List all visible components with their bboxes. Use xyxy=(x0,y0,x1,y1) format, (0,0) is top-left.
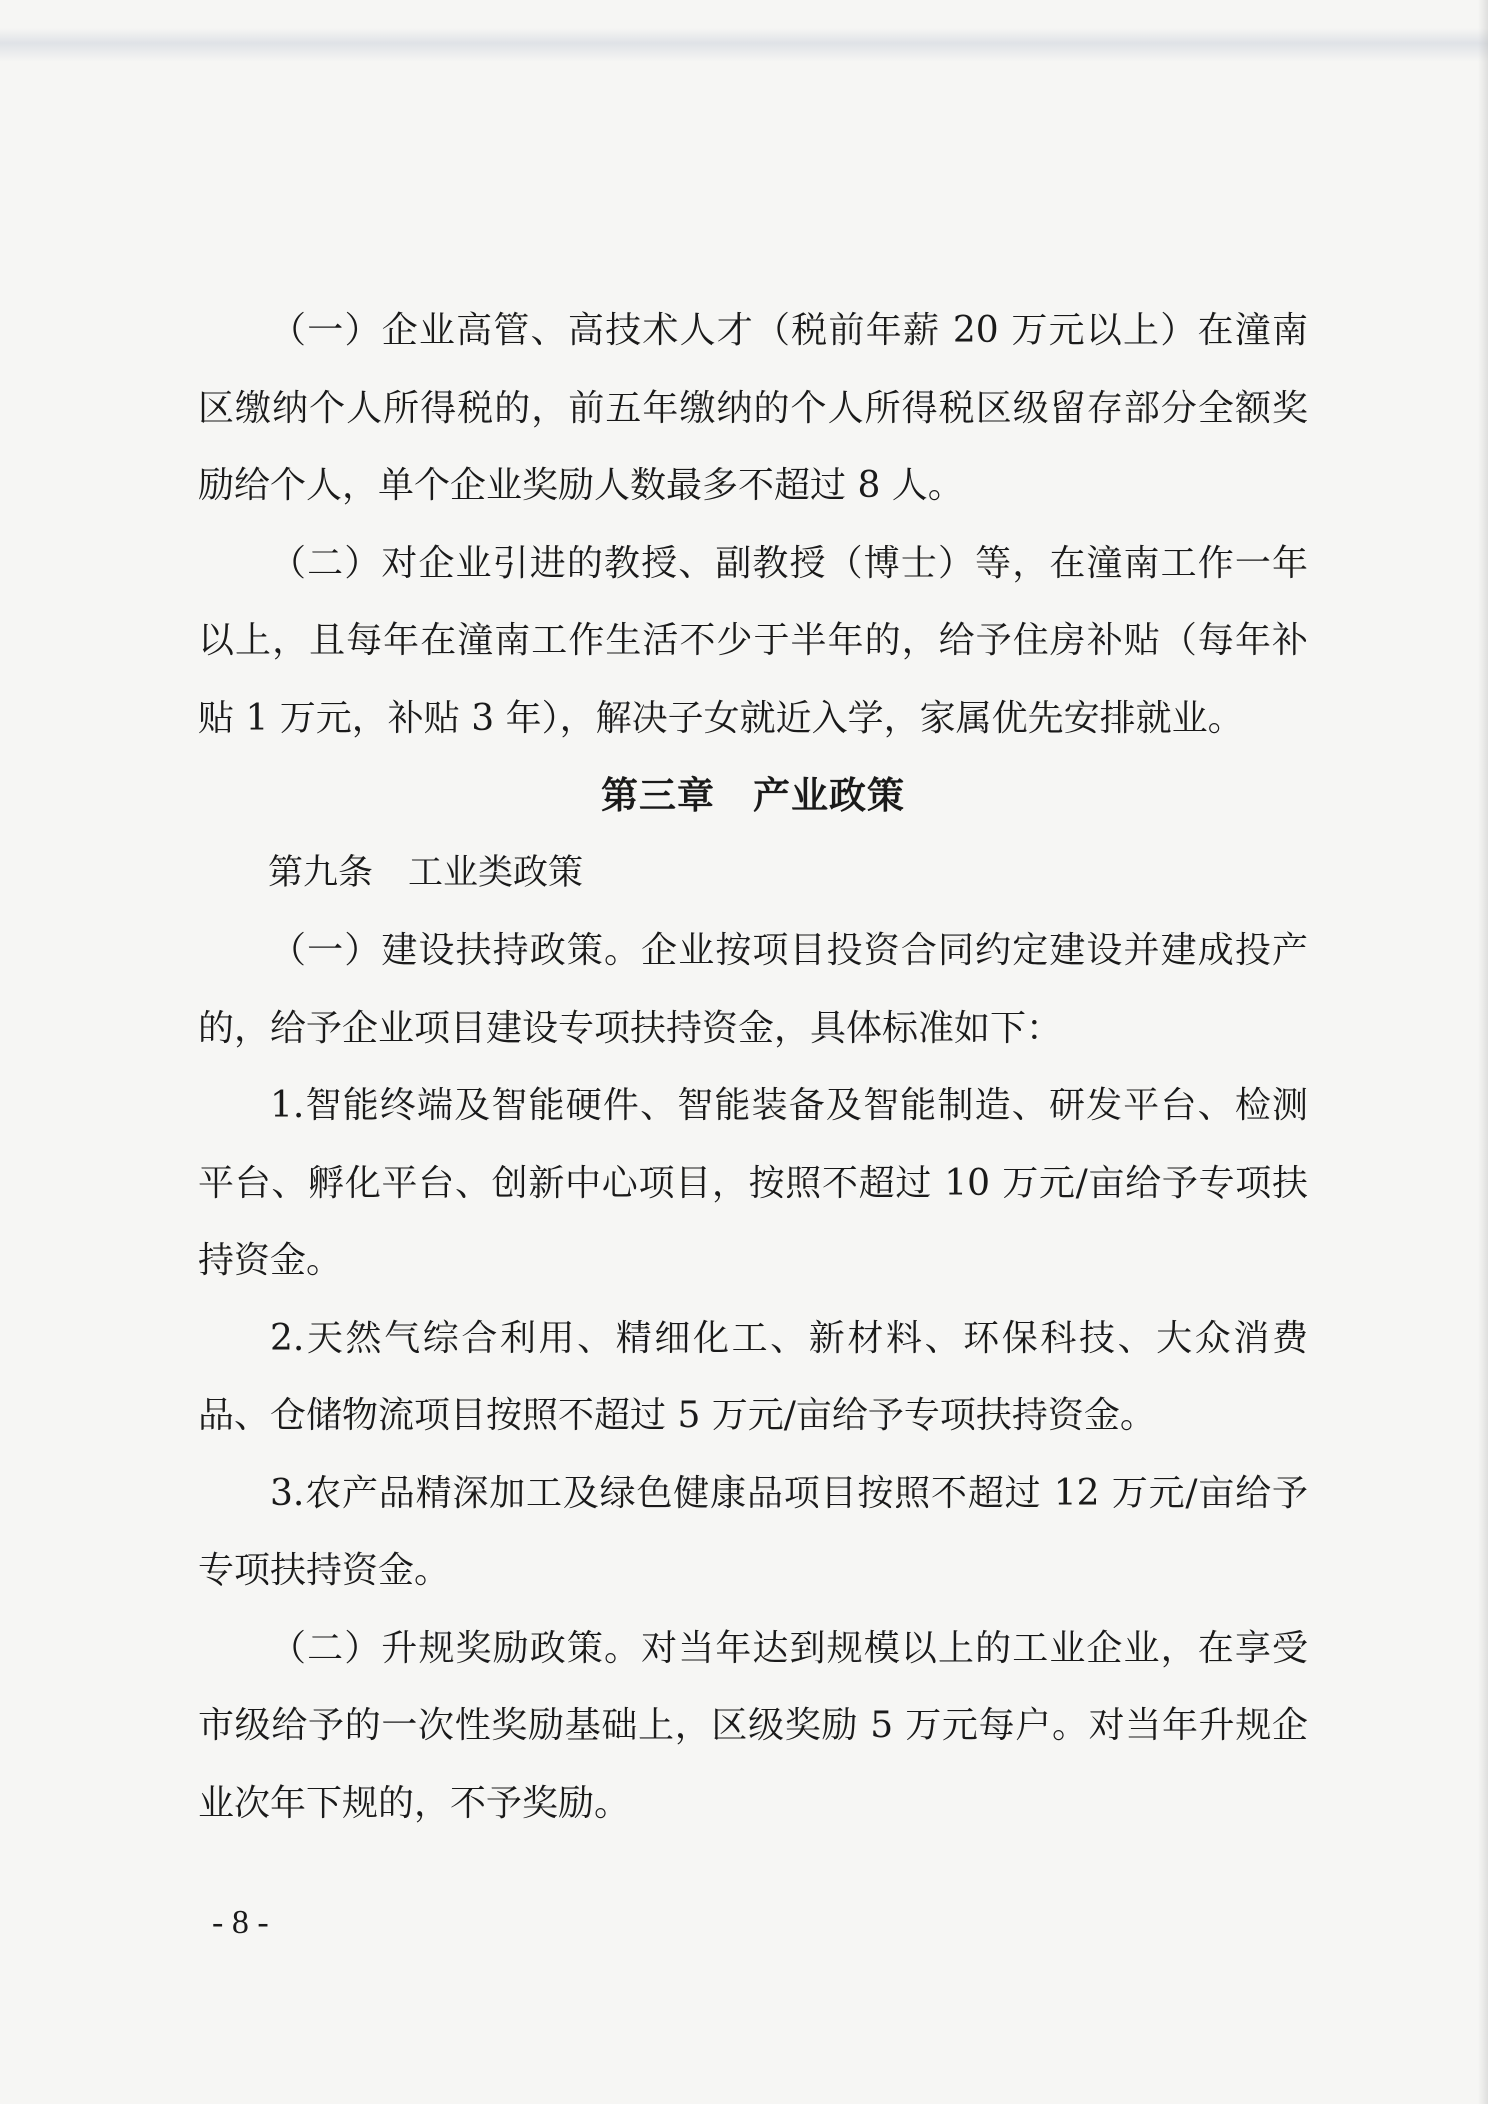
paragraph-talent-tax-reward: （一）企业高管、高技术人才（税前年薪 20 万元以上）在潼南区缴纳个人所得税的，前五年缴纳的个人所得税区级留存部分全额奖励给个人，单个企业奖励人数最多不超过 8 人。 xyxy=(198,310,1308,506)
list-item-agriculture: 3.农产品精深加工及绿色健康品项目按照不超过 12 万元/亩给予专项扶持资金。 xyxy=(198,1472,1308,1591)
scan-shadow xyxy=(0,28,1488,62)
scan-edge xyxy=(1478,0,1488,2104)
article-title: 第九条 工业类政策 xyxy=(268,852,584,893)
list-item-natural-gas: 2.天然气综合利用、精细化工、新材料、环保科技、大众消费品、仓储物流项目按照不超过 5 万元/亩给予专项扶持资金。 xyxy=(198,1317,1308,1436)
paragraph-scale-upgrade-reward: （二）升规奖励政策。对当年达到规模以上的工业企业，在享受市级给予的一次性奖励基础上，区级奖励 5 万元每户。对当年升规企业次年下规的，不予奖励。 xyxy=(198,1627,1308,1824)
paragraph-professor-housing-subsidy: （二）对企业引进的教授、副教授（博士）等，在潼南工作一年以上，且每年在潼南工作生活不少于半年的，给予住房补贴（每年补贴 1 万元，补贴 3 年），解决子女就近入学，家属优先安排就业。 xyxy=(198,542,1308,739)
document-body xyxy=(198,292,1308,1842)
chapter-title: 第三章 产业政策 xyxy=(601,774,905,817)
page-number: - 8 - xyxy=(212,1904,269,1941)
list-item-smart-manufacturing: 1.智能终端及智能硬件、智能装备及智能制造、研发平台、检测平台、孵化平台、创新中心项目，按照不超过 10 万元/亩给予专项扶持资金。 xyxy=(198,1085,1308,1281)
paragraph-construction-support: （一）建设扶持政策。企业按项目投资合同约定建设并建成投产的，给予企业项目建设专项扶持资金，具体标准如下： xyxy=(198,930,1308,1049)
